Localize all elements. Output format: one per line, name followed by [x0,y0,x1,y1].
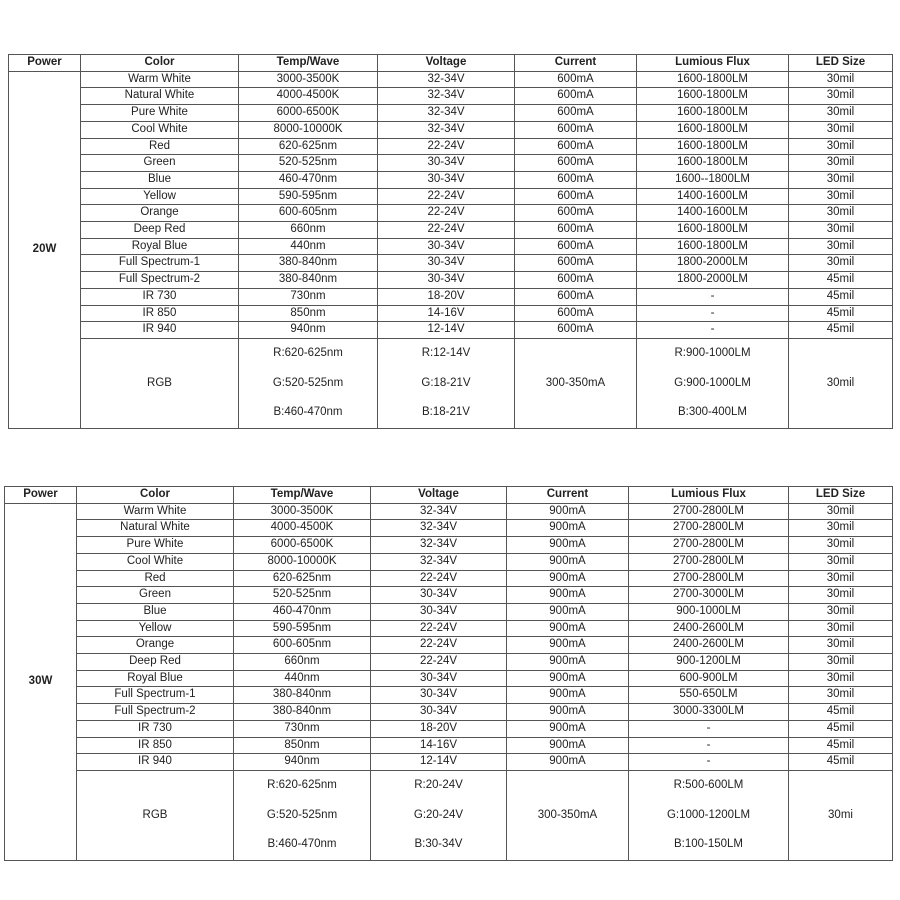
cell-current: 900mA [507,503,629,520]
cell-voltage: 32-34V [378,105,515,122]
cell-led-size: 45mil [789,737,893,754]
cell-current: 600mA [515,288,637,305]
cell-luminous-flux: 2700-2800LM [629,520,789,537]
cell-led-size: 30mil [789,654,893,671]
cell-color: IR 730 [81,288,239,305]
table-row [9,205,893,222]
cell-current: 600mA [515,222,637,239]
cell-led-size: 30mil [789,637,893,654]
cell-luminous-flux: 1800-2000LM [637,272,789,289]
cell-luminous-flux: 1600-1800LM [637,222,789,239]
cell-luminous-flux: - [637,288,789,305]
table-row [9,255,893,272]
cell-led-size: 45mil [789,305,893,322]
cell-color: Red [81,138,239,155]
cell-voltage: 12-14V [378,322,515,339]
cell-temp-wave: 8000-10000K [234,553,371,570]
cell-voltage: 32-34V [371,520,507,537]
cell-led-size: 30mil [789,537,893,554]
rgb-value: B:100-150LM [673,838,744,851]
cell-voltage: 22-24V [371,620,507,637]
cell-temp-wave: 660nm [239,222,378,239]
cell-voltage: 18-20V [371,720,507,737]
cell-temp-wave: 4000-4500K [239,88,378,105]
table-body [5,487,893,861]
cell-color: IR 850 [77,737,234,754]
cell-voltage: 32-34V [378,121,515,138]
table-row [9,138,893,155]
cell-current: 900mA [507,520,629,537]
rgb-value: B:460-470nm [267,838,337,851]
cell-color: Warm White [77,503,234,520]
cell-voltage: 22-24V [371,654,507,671]
rgb-value: R:620-625nm [273,346,343,359]
cell-luminous-flux [637,338,789,428]
cell-color: Cool White [81,121,239,138]
cell-current: 900mA [507,570,629,587]
cell-luminous-flux: 2400-2600LM [629,620,789,637]
cell-current: 900mA [507,670,629,687]
cell-luminous-flux: 600-900LM [629,670,789,687]
cell-luminous-flux: 900-1200LM [629,654,789,671]
cell-voltage: 30-34V [371,587,507,604]
cell-temp-wave [234,770,371,860]
cell-color: Royal Blue [77,670,234,687]
cell-led-size: 30mil [789,188,893,205]
table-row [5,670,893,687]
cell-current: 900mA [507,603,629,620]
cell-temp-wave: 730nm [234,720,371,737]
header-power: Power [5,487,77,504]
cell-led-size: 30mil [789,255,893,272]
cell-led-size: 30mil [789,687,893,704]
table-row [5,587,893,604]
rgb-value: B:460-470nm [273,406,343,419]
cell-current: 900mA [507,754,629,771]
cell-color: Yellow [77,620,234,637]
cell-temp-wave: 6000-6500K [234,537,371,554]
cell-luminous-flux: 1400-1600LM [637,188,789,205]
cell-led-size: 30mil [789,88,893,105]
cell-led-size: 30mil [789,155,893,172]
cell-voltage [378,338,515,428]
cell-color: IR 730 [77,720,234,737]
cell-led-size: 45mil [789,754,893,771]
cell-luminous-flux: 1600-1800LM [637,88,789,105]
cell-voltage: 22-24V [378,188,515,205]
cell-color: Pure White [77,537,234,554]
cell-temp-wave: 3000-3500K [234,503,371,520]
header-led-size: LED Size [789,487,893,504]
cell-current: 600mA [515,88,637,105]
cell-temp-wave: 940nm [239,322,378,339]
cell-color: Natural White [77,520,234,537]
cell-current: 900mA [507,720,629,737]
cell-led-size: 30mil [789,121,893,138]
header-temp-wave: Temp/Wave [234,487,371,504]
cell-color: IR 850 [81,305,239,322]
rgb-stack [239,339,377,428]
rgb-stack [378,339,514,428]
cell-temp-wave: 8000-10000K [239,121,378,138]
table-row [5,704,893,721]
rgb-stack [629,771,788,860]
table-row [9,322,893,339]
cell-color: Deep Red [77,654,234,671]
cell-temp-wave: 520-525nm [234,587,371,604]
cell-temp-wave: 520-525nm [239,155,378,172]
cell-current: 900mA [507,687,629,704]
cell-luminous-flux: 2700-2800LM [629,503,789,520]
cell-current: 900mA [507,737,629,754]
cell-led-size: 30mil [789,238,893,255]
cell-temp-wave: 850nm [239,305,378,322]
table-row [9,121,893,138]
cell-voltage: 30-34V [371,687,507,704]
cell-luminous-flux: 1600-1800LM [637,105,789,122]
cell-led-size: 30mi [789,770,893,860]
cell-temp-wave: 620-625nm [239,138,378,155]
rgb-value: G:20-24V [413,808,464,821]
spec-table-20w [8,54,893,429]
cell-temp-wave: 590-595nm [239,188,378,205]
table-row [9,155,893,172]
cell-color: Natural White [81,88,239,105]
cell-voltage: 22-24V [371,570,507,587]
table-row [5,553,893,570]
cell-temp-wave: 460-470nm [239,171,378,188]
rgb-value: R:20-24V [414,778,463,791]
header-row [5,487,893,504]
cell-led-size: 45mil [789,720,893,737]
cell-temp-wave: 3000-3500K [239,71,378,88]
cell-current: 600mA [515,205,637,222]
cell-current: 600mA [515,105,637,122]
cell-current: 900mA [507,537,629,554]
table-row [9,171,893,188]
cell-luminous-flux: 2700-3000LM [629,587,789,604]
cell-voltage: 30-34V [371,670,507,687]
cell-luminous-flux: 1800-2000LM [637,255,789,272]
cell-led-size: 45mil [789,288,893,305]
cell-voltage: 22-24V [378,222,515,239]
table-row [5,720,893,737]
cell-voltage: 30-34V [371,704,507,721]
header-voltage: Voltage [371,487,507,504]
cell-temp-wave: 380-840nm [239,272,378,289]
table-row [9,188,893,205]
cell-current: 300-350mA [515,338,637,428]
cell-temp-wave: 380-840nm [239,255,378,272]
cell-temp-wave: 6000-6500K [239,105,378,122]
cell-luminous-flux: - [629,737,789,754]
cell-luminous-flux: 1600-1800LM [637,238,789,255]
cell-color: Cool White [77,553,234,570]
header-power: Power [9,55,81,72]
cell-voltage: 32-34V [378,71,515,88]
cell-voltage: 32-34V [371,553,507,570]
cell-led-size: 30mil [789,71,893,88]
table-row [5,654,893,671]
cell-color: Green [81,155,239,172]
cell-led-size: 30mil [789,138,893,155]
cell-led-size: 30mil [789,570,893,587]
rgb-value: R:900-1000LM [674,346,751,359]
rgb-stack [637,339,788,428]
rgb-value: G:520-525nm [266,808,338,821]
cell-led-size: 30mil [789,503,893,520]
cell-temp-wave: 380-840nm [234,687,371,704]
cell-color: Royal Blue [81,238,239,255]
cell-color: RGB [81,338,239,428]
power-cell: 30W [5,503,77,860]
cell-color: Green [77,587,234,604]
cell-color: Blue [81,171,239,188]
cell-voltage: 32-34V [371,537,507,554]
table-row [5,537,893,554]
cell-voltage: 30-34V [371,603,507,620]
table-row [5,503,893,520]
spec-table-30w [4,486,893,861]
cell-led-size: 30mil [789,670,893,687]
cell-color: Full Spectrum-2 [81,272,239,289]
cell-luminous-flux: - [637,305,789,322]
cell-temp-wave: 660nm [234,654,371,671]
cell-color: Deep Red [81,222,239,239]
cell-current: 600mA [515,322,637,339]
cell-current: 600mA [515,238,637,255]
cell-luminous-flux: - [629,754,789,771]
table-row [5,737,893,754]
cell-luminous-flux: 1600-1800LM [637,138,789,155]
rgb-value: G:18-21V [421,376,471,389]
cell-voltage: 30-34V [378,272,515,289]
cell-luminous-flux: 2700-2800LM [629,553,789,570]
header-current: Current [507,487,629,504]
cell-led-size: 30mil [789,222,893,239]
header-temp-wave: Temp/Wave [239,55,378,72]
cell-led-size: 30mil [789,553,893,570]
rgb-stack [371,771,506,860]
cell-temp-wave: 620-625nm [234,570,371,587]
cell-temp-wave: 380-840nm [234,704,371,721]
cell-current: 900mA [507,553,629,570]
table-row [9,288,893,305]
table-body [9,55,893,429]
cell-voltage: 22-24V [378,205,515,222]
cell-luminous-flux: 2700-2800LM [629,537,789,554]
cell-color: RGB [77,770,234,860]
cell-current: 900mA [507,637,629,654]
cell-color: Blue [77,603,234,620]
header-color: Color [81,55,239,72]
header-luminous-flux: Lumious Flux [629,487,789,504]
cell-temp-wave: 4000-4500K [234,520,371,537]
cell-temp-wave: 600-605nm [234,637,371,654]
cell-led-size: 30mil [789,603,893,620]
cell-temp-wave: 440nm [239,238,378,255]
cell-voltage: 14-16V [371,737,507,754]
table-row [9,88,893,105]
rgb-value: B:18-21V [422,406,470,419]
cell-temp-wave: 460-470nm [234,603,371,620]
cell-luminous-flux: 1600--1800LM [637,171,789,188]
table-row [5,637,893,654]
cell-luminous-flux: 1600-1800LM [637,155,789,172]
header-row [9,55,893,72]
table-row [9,272,893,289]
cell-luminous-flux: 900-1000LM [629,603,789,620]
cell-current: 600mA [515,188,637,205]
cell-led-size: 30mil [789,620,893,637]
cell-luminous-flux: 1600-1800LM [637,71,789,88]
table-row [5,620,893,637]
cell-led-size: 30mil [789,171,893,188]
cell-temp-wave [239,338,378,428]
cell-color: IR 940 [81,322,239,339]
cell-luminous-flux: 1600-1800LM [637,121,789,138]
rgb-value: R:500-600LM [673,778,744,791]
header-led-size: LED Size [789,55,893,72]
cell-current: 600mA [515,71,637,88]
cell-current: 300-350mA [507,770,629,860]
cell-color: IR 940 [77,754,234,771]
cell-current: 600mA [515,305,637,322]
table-row [5,603,893,620]
cell-luminous-flux [629,770,789,860]
rgb-value: R:12-14V [421,346,471,359]
cell-led-size: 30mil [789,338,893,428]
cell-voltage: 22-24V [371,637,507,654]
cell-voltage: 32-34V [371,503,507,520]
cell-temp-wave: 730nm [239,288,378,305]
rgb-value: G:1000-1200LM [666,808,751,821]
cell-led-size: 30mil [789,587,893,604]
rgb-value: G:900-1000LM [674,376,751,389]
cell-current: 900mA [507,620,629,637]
cell-led-size: 30mil [789,520,893,537]
power-cell: 20W [9,71,81,428]
cell-luminous-flux: - [637,322,789,339]
cell-luminous-flux: 3000-3300LM [629,704,789,721]
cell-voltage: 30-34V [378,171,515,188]
cell-temp-wave: 590-595nm [234,620,371,637]
table-row [9,305,893,322]
header-luminous-flux: Lumious Flux [637,55,789,72]
cell-luminous-flux: - [629,720,789,737]
cell-color: Full Spectrum-2 [77,704,234,721]
rgb-row [9,338,893,428]
cell-temp-wave: 600-605nm [239,205,378,222]
cell-luminous-flux: 2400-2600LM [629,637,789,654]
header-current: Current [515,55,637,72]
table-row [5,687,893,704]
cell-voltage: 14-16V [378,305,515,322]
cell-voltage [371,770,507,860]
rgb-value: B:30-34V [414,838,463,851]
cell-color: Full Spectrum-1 [81,255,239,272]
rgb-stack [234,771,370,860]
cell-temp-wave: 440nm [234,670,371,687]
cell-color: Pure White [81,105,239,122]
cell-voltage: 18-20V [378,288,515,305]
cell-current: 600mA [515,155,637,172]
cell-color: Yellow [81,188,239,205]
table-row [9,71,893,88]
cell-voltage: 30-34V [378,238,515,255]
table-row [9,105,893,122]
header-voltage: Voltage [378,55,515,72]
cell-current: 600mA [515,138,637,155]
cell-luminous-flux: 1400-1600LM [637,205,789,222]
cell-temp-wave: 850nm [234,737,371,754]
cell-current: 900mA [507,654,629,671]
rgb-value: R:620-625nm [267,778,337,791]
cell-color: Full Spectrum-1 [77,687,234,704]
cell-current: 900mA [507,704,629,721]
table-row [9,238,893,255]
cell-current: 600mA [515,255,637,272]
rgb-value: B:300-400LM [677,406,748,419]
rgb-row [5,770,893,860]
cell-led-size: 30mil [789,205,893,222]
cell-color: Orange [77,637,234,654]
cell-voltage: 12-14V [371,754,507,771]
cell-color: Red [77,570,234,587]
table-row [5,570,893,587]
cell-current: 600mA [515,121,637,138]
table-row [9,222,893,239]
cell-led-size: 45mil [789,704,893,721]
cell-voltage: 22-24V [378,138,515,155]
cell-color: Warm White [81,71,239,88]
cell-led-size: 45mil [789,272,893,289]
cell-current: 600mA [515,171,637,188]
cell-luminous-flux: 550-650LM [629,687,789,704]
cell-led-size: 30mil [789,105,893,122]
cell-color: Orange [81,205,239,222]
cell-voltage: 30-34V [378,255,515,272]
table-row [5,754,893,771]
cell-led-size: 45mil [789,322,893,339]
table-row [5,520,893,537]
cell-luminous-flux: 2700-2800LM [629,570,789,587]
cell-current: 900mA [507,587,629,604]
cell-voltage: 32-34V [378,88,515,105]
rgb-value: G:520-525nm [272,376,344,389]
cell-temp-wave: 940nm [234,754,371,771]
cell-current: 600mA [515,272,637,289]
cell-voltage: 30-34V [378,155,515,172]
header-color: Color [77,487,234,504]
